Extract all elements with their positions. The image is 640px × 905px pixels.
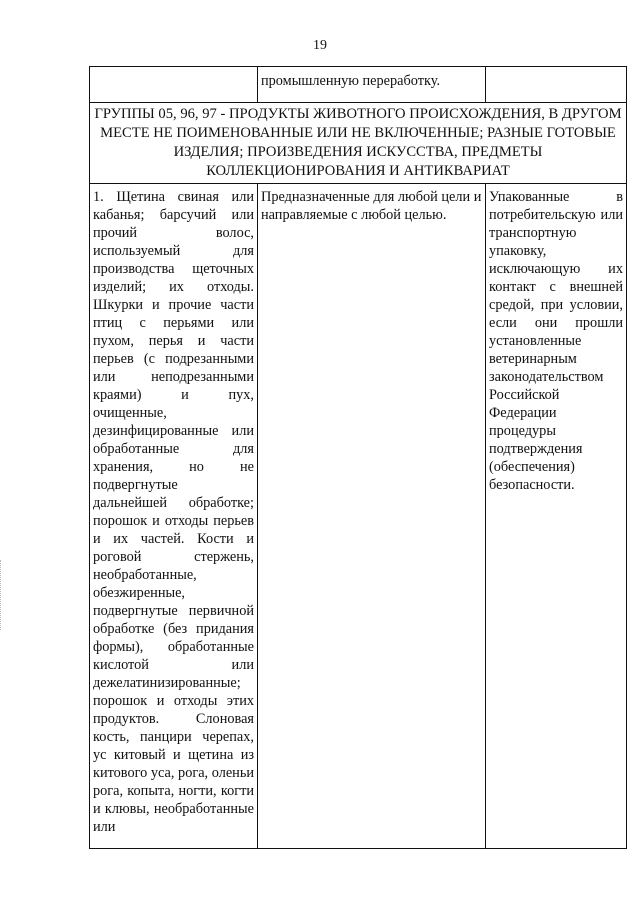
product-description-cell [90,184,258,849]
product-description-text: 1. Щетина свиная или кабанья; барсучий или прочий волос, используемый для производства щеточных изделий; их отходы. Шкурки и прочие части птиц с перьями или пухом, перья и части перьев (с подрезанными или неподрезанными краями) и пух, очищенные, дезинфицированные или обработанные для хранения, но не подвергнутые дальнейшей обработке; порошок и отходы перьев и их частей. Кости и роговой стержень, необработанные, обезжиренные, подвергнутые первичной обработке (без придания формы), обработанные кислотой или дежелатинизированные; порошок и отходы этих продуктов. Слоновая кость, панцири черепах, ус китовый и щетина из китового уса, рога, оленьи рога, копыта, ногти, когти и клювы, необработанные или [93,189,254,835]
group-heading: ГРУППЫ 05, 96, 97 - ПРОДУКТЫ ЖИВОТНОГО ПРОИСХОЖДЕНИЯ, В ДРУГОМ МЕСТЕ НЕ ПОИМЕНОВАННЫЕ ИЛИ НЕ ВКЛЮЧЕННЫЕ; РАЗНЫЕ ГОТОВЫЕ ИЗДЕЛИЯ; ПРОИЗВЕДЕНИЯ ИСКУССТВА, ПРЕДМЕТЫ КОЛЛЕКЦИОНИРОВАНИЯ И АНТИКВАРИАТ [90,103,627,184]
table-row-continuation [90,67,627,103]
conditions-text: Упакованные в потребительскую или транспортную упаковку, исключающую их контакт с внешней средой, при условии, если они прошли установленные ветеринарным законодательством Российской Федерации процедуры подтверждения (обеспечения) безопасности. [489,189,623,493]
regulation-table [89,66,627,849]
page-number: 19 [313,38,327,53]
purpose-text: Предназначенные для любой цели и направляемые с любой целью. [261,189,482,223]
continuation-cell-col2: промышленную переработку. [258,67,486,103]
table-row-group-heading [90,103,627,184]
conditions-cell [486,184,627,849]
continuation-cell-col3 [486,67,627,103]
scan-margin-mark [0,560,3,630]
purpose-cell [258,184,486,849]
table-row-item [90,184,627,849]
continuation-cell-col1 [90,67,258,103]
